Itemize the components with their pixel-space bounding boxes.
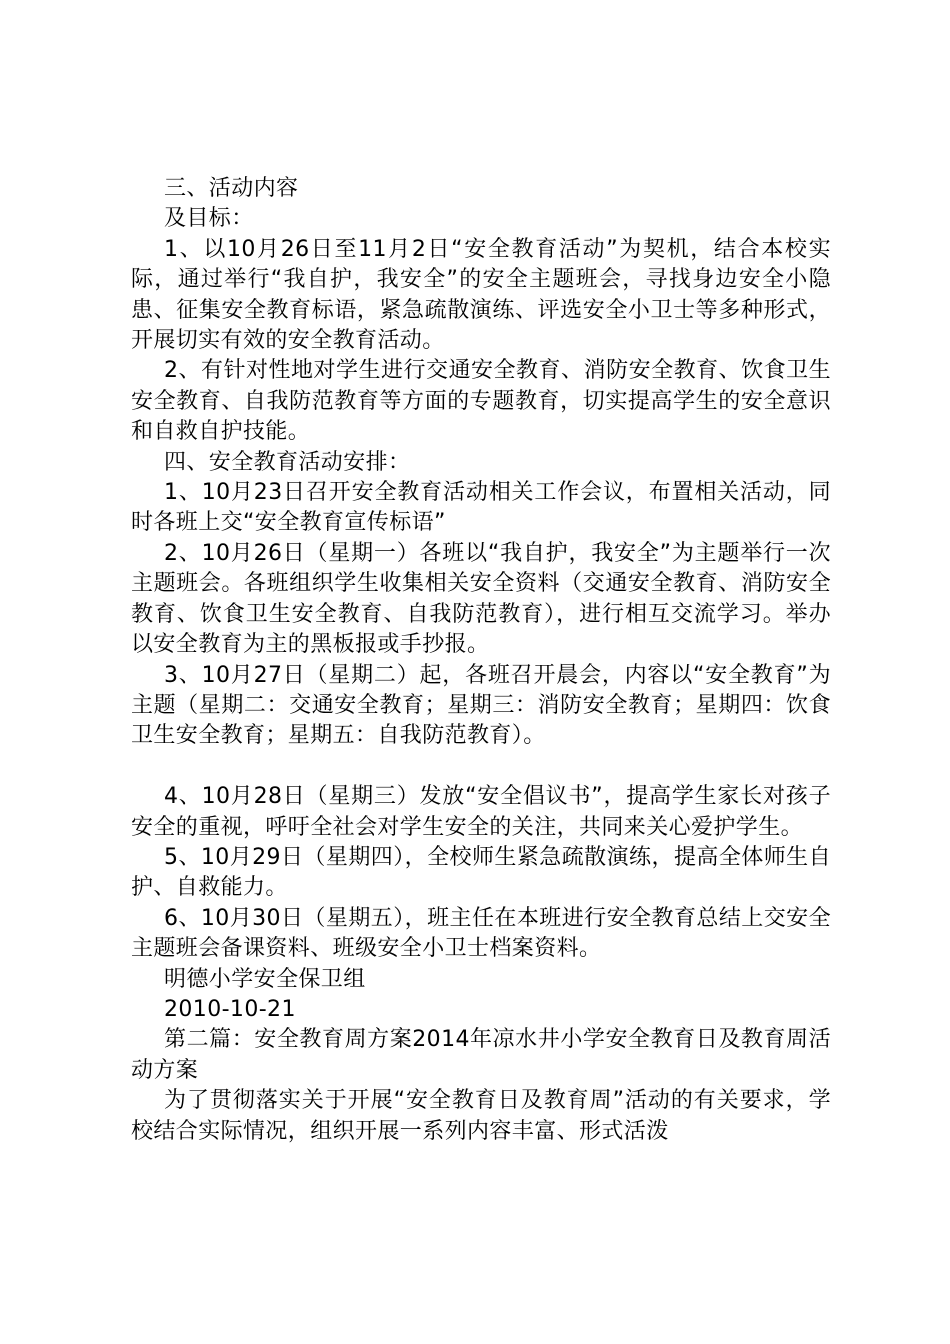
paragraph-schedule-item-4: 4、10月28日（星期三）发放“安全倡议书”，提高学生家长对孩子安全的重视，呼吁全社会对学生安全的关注，共同来关心爱护学生。 xyxy=(131,784,831,840)
section-heading-schedule: 四、安全教育活动安排： xyxy=(164,449,411,475)
signature-organization: 明德小学安全保卫组 xyxy=(164,966,366,992)
paragraph-schedule-item-1: 1、10月23日召开安全教育活动相关工作会议，布置相关活动，同时各班上交“安全教育宣传标语” xyxy=(131,480,831,536)
paragraph-schedule-item-6: 6、10月30日（星期五），班主任在本班进行安全教育总结上交安全主题班会备课资料、班级安全小卫士档案资料。 xyxy=(131,905,831,962)
paragraph-schedule-item-3: 3、10月27日（星期二）起，各班召开晨会，内容以“安全教育”为主题（星期二：交通安全教育；星期三：消防安全教育；星期四：饮食卫生安全教育；星期五：自我防范教育）。 xyxy=(131,662,831,749)
section-heading-goals: 及目标： xyxy=(164,206,254,232)
second-article-title: 第二篇：安全教育周方案2014年凉水井小学安全教育日及教育周活动方案 xyxy=(131,1027,831,1083)
paragraph-schedule-item-5: 5、10月29日（星期四），全校师生紧急疏散演练，提高全体师生自护、自救能力。 xyxy=(131,844,831,901)
section-heading-activity-content: 三、活动内容 xyxy=(164,176,299,201)
document-body xyxy=(131,174,831,1147)
paragraph-schedule-item-2: 2、10月26日（星期一）各班以“我自护，我安全”为主题举行一次主题班会。各班组织学生收集相关安全资料（交通安全教育、消防安全教育、饮食卫生安全教育、自我防范教育），进行相互交流学习。举办以安全教育为主的黑板报或手抄报。 xyxy=(131,540,831,658)
paragraph-content-item-2: 2、有针对性地对学生进行交通安全教育、消防安全教育、饮食卫生安全教育、自我防范教育等方面的专题教育，切实提高学生的安全意识和自救自护技能。 xyxy=(131,358,831,445)
second-article-intro: 为了贯彻落实关于开展“安全教育日及教育周”活动的有关要求，学校结合实际情况，组织开展一系列内容丰富、形式活泼 xyxy=(131,1088,831,1144)
paragraph-content-item-1: 1、以10月26日至11月2日“安全教育活动”为契机，结合本校实际，通过举行“我自护，我安全”的安全主题班会，寻找身边安全小隐患、征集安全教育标语，紧急疏散演练、评选安全小卫士等多种形式，开展切实有效的安全教育活动。 xyxy=(131,236,831,354)
signature-date: 2010-10-21 xyxy=(164,996,296,1022)
blank-line xyxy=(131,752,831,782)
